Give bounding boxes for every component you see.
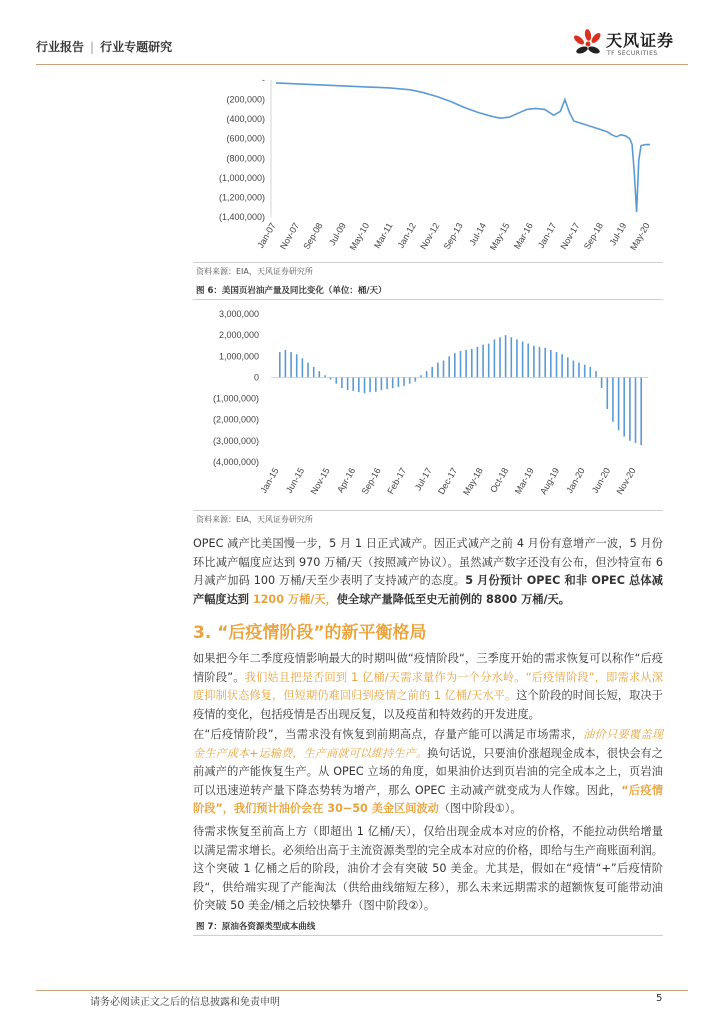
x-tick-label: Oct-18 [488,466,511,495]
bar [511,337,513,377]
x-tick-label: Feb-17 [385,466,409,496]
x-tick-label: Jul-14 [467,221,489,248]
bar [584,365,586,378]
x-tick-label: Nov-17 [558,221,582,252]
bar [443,361,445,378]
bar [398,377,400,387]
x-tick-label: Jul-17 [412,466,434,493]
bar [307,363,309,378]
bar [505,335,507,377]
header-divider [36,64,688,65]
x-tick-label: Jan-20 [564,466,587,495]
bar [352,377,354,391]
x-tick-label: Nov-12 [418,221,442,252]
y-tick-label: (1,200,000) [218,192,265,203]
logo-mark-icon [572,29,602,55]
bar [573,361,575,378]
x-tick-label: May-10 [347,221,372,252]
y-tick-label: (400,000) [226,114,265,125]
bar [590,367,592,378]
bar [578,363,580,378]
bar [522,342,524,378]
bar [319,371,321,377]
bar [612,377,614,421]
bar [618,377,620,430]
x-tick-label: Jul-19 [607,221,629,248]
bar [494,339,496,377]
bar [386,377,388,389]
y-tick-label: 1,000,000 [218,351,259,362]
para-bold: 5 月份预计 OPEC 和非 OPEC 总体减产幅度达到 [193,574,663,606]
subcategory-label: 行业专题研究 [100,40,173,54]
para-highlight-italic: 油价只要覆盖现金生产成本+运输费，生产商就可以维持生产。 [193,728,663,760]
series-line [276,83,650,212]
y-tick-label: (1,400,000) [218,212,265,222]
footer-divider [36,990,688,991]
para-text: OPEC 减产比美国慢一步，5 月 1 日正式减产。因正式减产之前 4 月份有意增产一波，5 月份环比减产幅度应达到 970 万桶/天（按照减产协议）。虽然减产数字还没有公布，但沙特宣布 6 月减产加码 100 万桶/天至少表明了支持减产的态度。 [193,537,663,588]
bar [341,377,343,388]
bar [392,377,394,388]
x-tick-label: Sep-18 [581,221,605,252]
x-tick-label: Sep-13 [441,221,465,252]
brand-name: 天风证券 [606,31,675,50]
footer-disclaimer: 请务必阅读正文之后的信息披露和免责申明 [90,997,280,1008]
bar [607,377,609,409]
bar [313,367,315,378]
paragraph-post-epidemic [193,650,663,724]
bar [465,350,467,378]
bar [426,371,428,377]
x-tick-label: Nov-20 [614,466,638,497]
para-highlight-bold: “后疫情阶段”，我们预计油价会在 30−50 美金区间波动 [193,783,664,816]
para-bold: 使全球产量降低至史无前例的 8800 万桶/天。 [336,592,570,606]
y-tick-label: 3,000,000 [218,309,259,319]
x-tick-label: Jun-15 [283,466,307,495]
bar [477,347,479,378]
report-category [36,38,172,55]
bar [381,377,383,390]
divider [193,510,663,511]
bar [364,377,366,393]
x-tick-label: May-18 [461,466,485,497]
divider [193,299,663,300]
x-tick-label: Mar-16 [511,221,535,251]
bar [336,377,338,383]
bar [601,377,603,388]
y-tick-label: (4,000,000) [212,457,259,467]
header-separator: | [90,40,95,54]
x-tick-label: Mar-11 [372,221,395,251]
bar [448,356,450,377]
x-tick-label: Jan-17 [535,221,559,250]
bar [403,377,405,386]
bar [567,357,569,377]
bar [358,377,360,392]
x-tick-label: Aug-19 [538,466,562,497]
bar [460,351,462,377]
paragraph-demand-recovery: 待需求恢复至前高上方（即超出 1 亿桶/天），仅给出现金成本对应的价格，不能拉动供给增量以满足需求增长。必须给出高于主流资源类型的完全成本对应的价格，即给与生产商账面利润。这个突破 1 亿桶之后的阶段，油价才会有突破 50 美金。尤其是，假如在“疫情“+”后疫情阶段“，供给端实现了产能淘汰（供给曲线缩短左移），那么未来远期需求的超额恢复可能带动油价突破 50 美金/桶之后较快攀升（图中阶段②）。 [193,825,663,913]
x-tick-label: Jan-12 [395,221,418,250]
bar [623,377,625,436]
x-tick-label: Nov-15 [308,466,332,497]
y-tick-label: (800,000) [226,153,265,164]
page-number: 5 [656,993,663,1004]
section-title: 3. “后疫情阶段”的新平衡格局 [193,623,427,643]
figure-7-title: 图 7：原油各资源类型成本曲线 [196,922,316,932]
bar [640,377,642,445]
bar [539,347,541,378]
bar [533,346,535,378]
bar [471,349,473,378]
para-text: 这个阶段的时间长短，取决于疫情的变化，包括疫情是否出现反复，以及疫苗和特效药的开发进度。 [193,689,663,721]
x-tick-label: May-15 [487,221,512,252]
bar [488,344,490,378]
x-tick-label: Mar-19 [512,466,536,496]
x-tick-label: Jul-09 [326,221,348,248]
bar [454,353,456,377]
bar [556,352,558,377]
y-tick-label: (1,000,000) [212,393,259,404]
bar [409,377,411,383]
x-tick-label: May-20 [628,221,652,252]
bar [550,350,552,378]
brand-name-en: TF SECURITIES [607,50,658,57]
bar [324,375,326,377]
category-label: 行业报告 [36,40,85,54]
bar [635,377,637,443]
x-tick-label: Jun-20 [589,466,613,495]
bar [629,377,631,440]
bar [516,339,518,377]
figure-6-source: 资料来源：EIA，天风证券研究所 [196,515,313,524]
x-tick-label: Sep-08 [301,221,325,252]
para-text: 换句话说，只要油价涨超现金成本，很快会有之前减产的产能恢复生产。从 OPEC 立场的角度，如果油价达到页岩油的完全成本之上，页岩油可以迅速逆转产量下降态势转为增产，那么 OPEC 主动减产就变成为人作嫁。因此， [193,746,663,797]
x-tick-label: Sep-16 [359,466,383,497]
bar [369,377,371,392]
bar [302,358,304,377]
figure-5-source: 资料来源：EIA，天风证券研究所 [196,267,313,276]
y-tick-label: (1,000,000) [218,172,265,183]
y-tick-label: (600,000) [226,133,265,144]
figure-5-line-chart [193,70,663,265]
bar [347,377,349,390]
x-tick-label: Jan-07 [255,221,278,250]
bar [561,354,563,377]
para-text: （图中阶段①）。 [438,802,522,816]
bar [290,352,292,377]
para-text: 如果把今年二季度疫情影响最大的时期叫做“疫情阶段“，三季度开始的需求恢复可以称作“后疫情阶段”。 [193,652,663,684]
bar [375,377,377,391]
paragraph-cost [193,726,663,819]
para-highlight: 我们姑且把是否回到 1 亿桶/天需求量作为一个分水岭。“后疫情阶段”，即需求从深度抑制状态修复，但短期仍难回归到疫情之前的 1 亿桶/天水平。 [193,670,664,703]
y-tick-label: (200,000) [226,94,265,105]
x-tick-label: Apr-16 [335,466,358,495]
y-tick-label: (3,000,000) [212,435,259,446]
bar [544,348,546,378]
para-text: 在“后疫情阶段”，当需求没有恢复到前期高点，存量产能可以满足市场需求， [193,728,584,741]
bar [437,363,439,378]
bar [296,354,298,377]
paragraph-opec [193,535,663,609]
divider [193,262,663,263]
y-tick-label: 0 [253,372,259,383]
bar [595,371,597,377]
bar [420,375,422,377]
x-tick-label: Nov-07 [277,221,302,252]
x-tick-label: Jan-15 [258,466,281,495]
x-tick-label: Dec-17 [436,466,460,497]
bar [499,337,501,377]
bar [285,350,287,378]
figure-6-title: 图 6：美国页岩油产量及同比变化（单位：桶/天） [196,286,387,296]
bar [431,367,433,378]
bar [482,345,484,378]
y-tick-label: 2,000,000 [218,330,259,341]
bar [279,352,281,377]
y-tick-label: - [262,75,265,85]
y-tick-label: (2,000,000) [212,414,259,425]
bar [527,344,529,378]
figure-6-bar-chart [193,302,663,507]
divider [193,935,663,936]
bar [415,377,417,381]
para-highlight: 1200 万桶/天， [252,592,337,606]
